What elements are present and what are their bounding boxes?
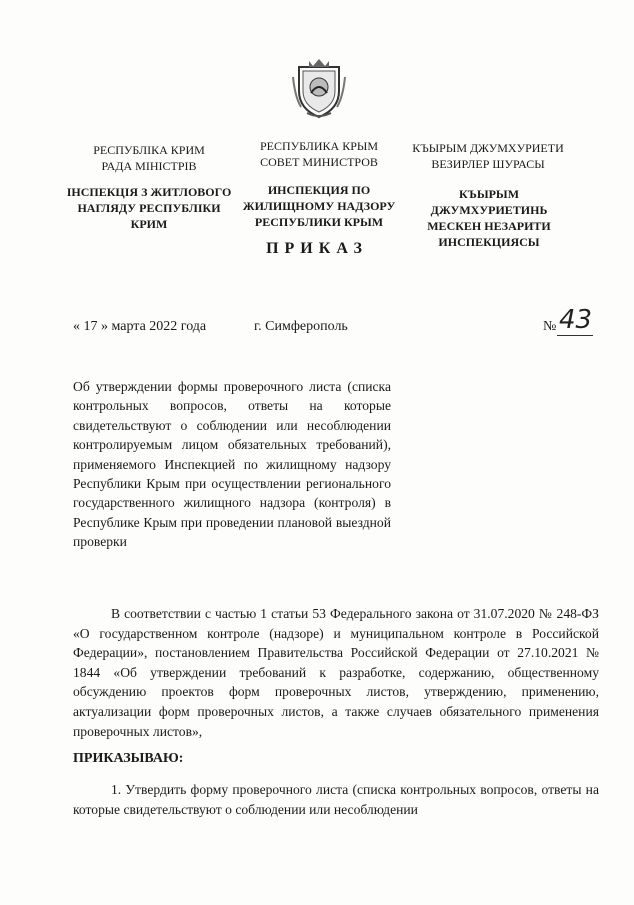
org-name-ukrainian: [66, 184, 232, 232]
header-col-crimean-tatar: [408, 140, 568, 172]
document-title: ПРИКАЗ: [266, 240, 368, 257]
order-city: г. Симферополь: [254, 319, 348, 334]
header-council: ВЕЗИРЛЕР ШУРАСЫ: [431, 157, 545, 171]
header-council: СОВЕТ МИНИСТРОВ: [260, 155, 378, 169]
org-line: НАГЛЯДУ РЕСПУБЛІКИ: [77, 201, 221, 215]
number-underline: [557, 335, 593, 336]
org-line: ИНСПЕКЦИЯ ПО: [267, 183, 371, 197]
header-republic: РЕСПУБЛІКА КРИМ: [93, 143, 205, 157]
header-republic: КЪЫРЫМ ДЖУМХУРИЕТИ: [412, 141, 564, 155]
order-subject: Об утверждении формы проверочного листа (списка контрольных вопросов, ответы на которые свидетельствуют о соблюдении или несоблюдении контролируемым лицом обязательных требований), применяемого Инспекцией по жилищному надзору Республики Крым при осуществлении регионального государственного жилищного надзора (контроля) в Республике Крым при проведении плановой выездной проверки: [73, 379, 391, 550]
org-name-russian: [238, 182, 400, 230]
number-label: №: [543, 319, 557, 334]
org-line: КРИМ: [130, 217, 168, 231]
number-value: 43: [559, 305, 593, 335]
order-item-1: 1. Утвердить форму проверочного листа (списка контрольных вопросов, ответы на которые свидетельствуют о соблюдении или несоблюдении: [73, 782, 599, 817]
crimea-emblem-icon: [291, 57, 347, 119]
header-col-russian: [240, 138, 398, 170]
order-date: « 17 » марта 2022 года: [73, 319, 207, 334]
org-line: ЖИЛИЩНОМУ НАДЗОРУ: [242, 199, 396, 213]
org-line: КЪЫРЫМ ДЖУМХУРИЕТИНЬ: [430, 187, 548, 217]
org-name-crimean-tatar: [404, 186, 574, 250]
org-line: ІНСПЕКЦІЯ З ЖИТЛОВОГО: [66, 185, 232, 199]
header-col-ukrainian: [70, 142, 228, 174]
order-word: ПРИКАЗЫВАЮ:: [73, 751, 184, 766]
header-council: РАДА МІНІСТРІВ: [101, 159, 197, 173]
org-line: ИНСПЕКЦИЯСЫ: [438, 235, 540, 249]
body-paragraph: В соответствии с частью 1 статьи 53 Федерального закона от 31.07.2020 № 248-ФЗ «О государственном контроле (надзоре) и муниципальном контроле в Российской Федерации», постановлением Правительства Российской Федерации от 27.10.2021 № 1844 «Об утверждении требований к разработке, содержанию, общественному обсуждению проектов форм проверочных листов, утверждению, применению, актуализации форм проверочных листов, а также случаев обязательного применения проверочных листов»,: [73, 606, 599, 739]
header-republic: РЕСПУБЛИКА КРЫМ: [259, 139, 379, 153]
org-line: МЕСКЕН НЕЗАРИТИ: [427, 219, 551, 233]
org-line: РЕСПУБЛИКИ КРЫМ: [254, 215, 384, 229]
